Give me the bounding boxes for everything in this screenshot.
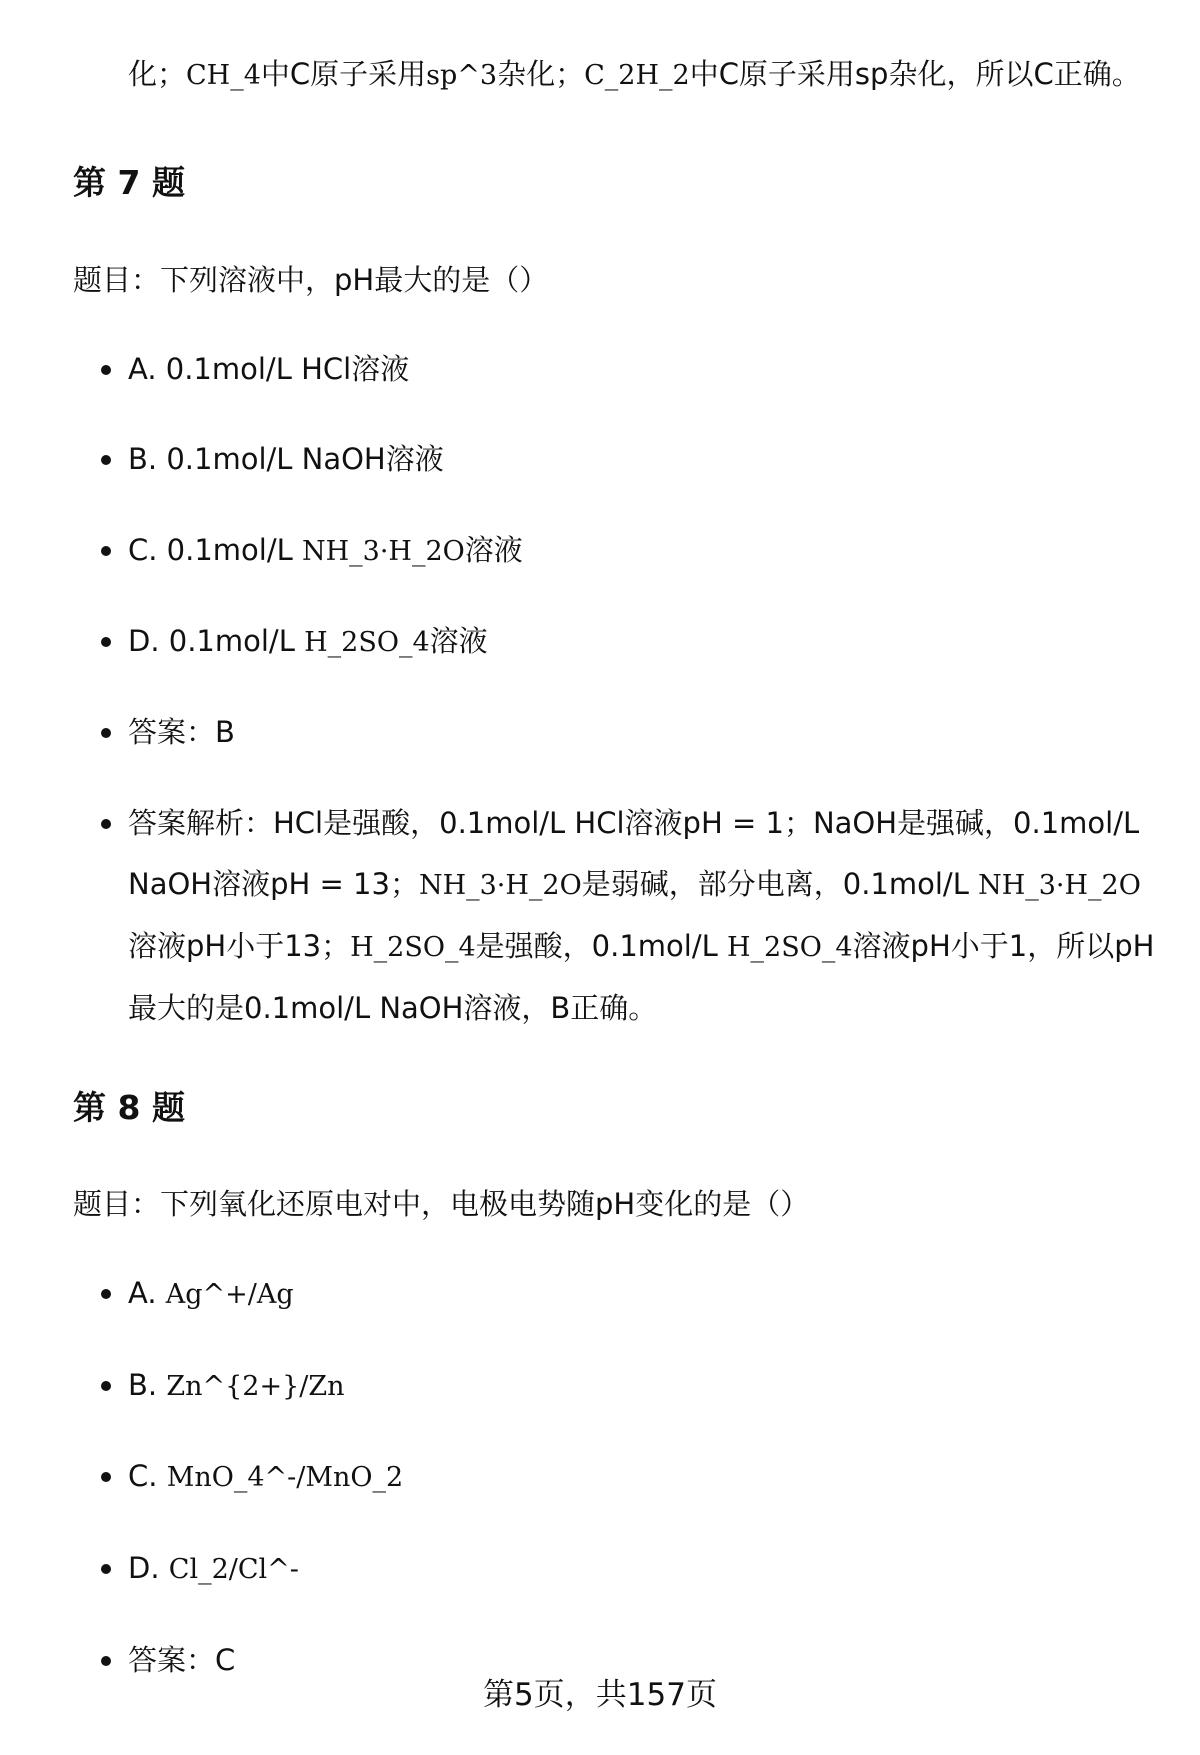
question-7-stem: 题目：下列溶液中，pH最大的是（） [73,263,549,297]
formula: NH_3·H_2O [302,536,465,567]
answer: 答案：B [128,702,1158,763]
continuation-text: 中C原子采用 [260,57,427,91]
option-d: D. Cl_2/Cl^- [128,1538,1158,1600]
continuation-text: 杂化； [497,57,585,91]
continuation-text: 中C原子采用sp杂化，所以C正确。 [689,57,1141,91]
formula: H_2SO_4 [304,627,430,658]
formula: Ag^+/Ag [165,1279,294,1310]
page-number: 第5页，共157页 [483,1677,717,1713]
option-c: C. MnO_4^-/MnO_2 [128,1446,1158,1508]
answer: 答案：C [128,1630,1158,1691]
formula: Cl_2/Cl^- [168,1554,299,1585]
formula: H_2SO_4 [350,932,476,963]
previous-explanation-continuation [128,44,1168,106]
formula: NH_3·H_2O [978,870,1141,901]
formula: NH_3·H_2O [418,870,582,901]
option-a: A. Ag^+/Ag [128,1263,1158,1325]
formula-sp3: sp^3 [426,60,498,91]
question-7-heading: 第 7 题 [73,163,185,202]
question-8-heading: 第 8 题 [73,1088,185,1127]
option-d: D. 0.1mol/L H_2SO_4溶液 [128,611,1158,673]
option-c: C. 0.1mol/L NH_3·H_2O溶液 [128,520,1158,582]
answer-explanation: 答案解析：HCl是强酸，0.1mol/L HCl溶液pH = 1；NaOH是强碱，0.1mol/L NaOH溶液pH = 13；NH_3·H_2O是弱碱，部分电离，0.1mol/L NH_3·H_2O溶液pH小于13；H_2SO_4是强酸，0.1mol/L H_2SO_4溶液pH小于1，所以pH最大的是0.1mol/L NaOH溶液，B正确。 [128,793,1158,1039]
formula-c2h2: C_2H_2 [584,60,690,91]
formula: H_2SO_4 [727,932,853,963]
formula: MnO_4^-/MnO_2 [166,1462,404,1493]
formula: Zn^{2+}/Zn [166,1371,345,1402]
formula-ch4: CH_4 [186,60,261,91]
option-a: A. 0.1mol/L HCl溶液 [128,339,1158,400]
option-b: B. Zn^{2+}/Zn [128,1355,1158,1417]
question-8-stem: 题目：下列氧化还原电对中，电极电势随pH变化的是（） [73,1187,810,1221]
continuation-text: 化； [128,57,187,91]
option-b: B. 0.1mol/L NaOH溶液 [128,429,1158,490]
